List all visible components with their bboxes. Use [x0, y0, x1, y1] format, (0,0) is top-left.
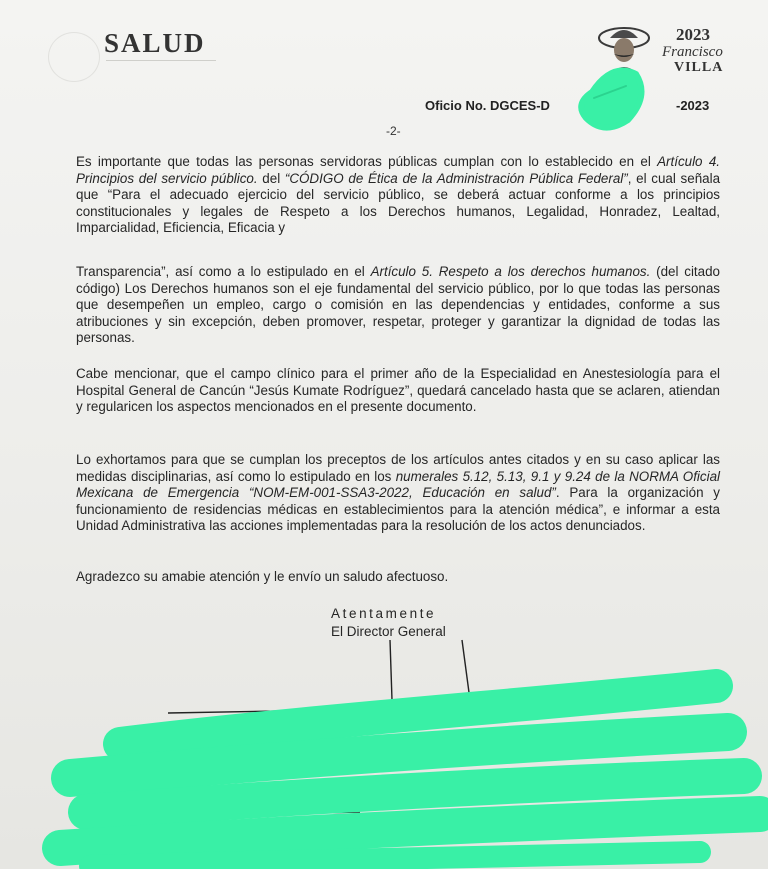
- paragraph-1: Es importante que todas las personas servidoras públicas cumplan con lo establecido en el Artículo 4. Principios del servicio público. del “CÓDIGO de Ética de la Administración Pública Federal”, el cual señala que “Para el adecuado ejercicio del servicio público, se deberá actuar conforme a los principios constitucionales y legales de Respeto a los Derechos humanos, Legalidad, Honradez, Lealtad, Imparcialidad, Eficiencia, Eficacia y: [76, 154, 721, 236]
- commemorative-name-first: Francisco: [662, 44, 723, 60]
- handwritten-signature: [78, 640, 470, 818]
- reviso-initials: Revisó y Val: [538, 745, 582, 754]
- paragraph-3: Cabe mencionar, que el campo clínico para el primer año de la Especialidad en Anestesiología para el Hospital General de Cancún “Jesús Kumate Rodríguez”, quedará cancelado hasta que se aclaren, atiendan y regularicen los aspectos mencionados en el presente documento.: [76, 366, 720, 415]
- paragraph-4: Lo exhortamos para que se cumplan los preceptos de los artículos antes citados y en su caso aplicar las medidas disciplinarias, así como lo estipulado en los numerales 5.12, 5.13, 9.1 y 9.24 de la NORMA Oficial Mexicana de Emergencia “NOM-EM-001-SSA3-2022, Educación en salud”. Para la organización y funcionamiento de residencias médicas en establecimientos para la atención médica”, e informar a esta Unidad Administrativa las acciones implementadas para la resolución de los actos denunciados.: [76, 452, 721, 534]
- page-number: -2-: [386, 124, 401, 138]
- francisco-villa-portrait-logo: [598, 20, 650, 76]
- signature-salutation: Atentamente: [331, 606, 437, 621]
- lic-initials: Lic. Mar: [136, 818, 165, 827]
- logo-divider: [106, 60, 216, 61]
- closing-line: Agradezco su amabie atención y le envío un saludo afectuoso.: [76, 569, 449, 584]
- oficio-year: -2023: [676, 98, 710, 113]
- paragraph-2: Transparencia”, así como a lo estipulado en el Artículo 5. Respeto a los derechos humanos. (del citado código) Los Derechos humanos son el eje fundamental del servicio público, por lo que todas las personas que desempeñen un empleo, cargo o comisión en las dependencias y entidades, conforme a sus atribuciones y sin excepción, deben promover, respetar, proteger y garantizar la dignidad de todas las personas.: [76, 264, 720, 346]
- commemorative-year: 2023: [676, 25, 710, 44]
- signatory-title: El Director General: [331, 624, 446, 639]
- commemorative-name-last: VILLA: [674, 60, 724, 75]
- government-seal: [48, 32, 100, 82]
- oficio-number: Oficio No. DGCES-D: [425, 98, 550, 113]
- agency-logo-text: SALUD: [104, 28, 206, 58]
